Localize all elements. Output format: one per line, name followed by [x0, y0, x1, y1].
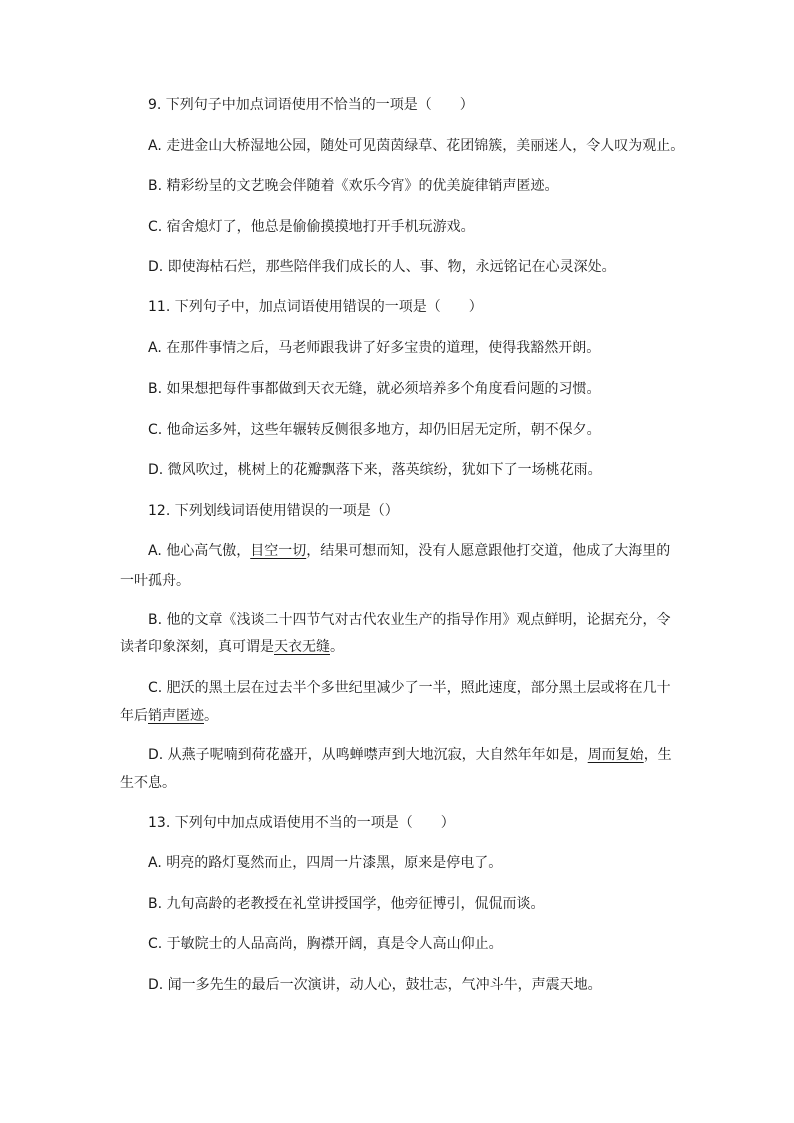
q12-option-c-line2 [120, 706, 218, 726]
q12-option-c-line1: C. 肥沃的黑土层在过去半个多世纪里减少了一半，照此速度，部分黑土层或将在几十 [148, 680, 671, 696]
q13-option-b: B. 九旬高龄的老教授在礼堂讲授国学，他旁征博引，侃侃而谈。 [148, 896, 545, 912]
q12-stem: 12. 下列划线词语使用错误的一项是（） [148, 503, 399, 519]
q12-option-d-text-rest: ，生 [643, 747, 672, 763]
q11-option-c: C. 他命运多舛，这些年辗转反侧很多地方，却仍旧居无定所，朝不保夕。 [148, 422, 601, 438]
q11-stem: 11. 下列句子中，加点词语使用错误的一项是（ ） [148, 299, 483, 315]
q12-option-b-underlined: 天衣无缝 [274, 639, 330, 655]
q12-option-d-text: D. 从燕子呢喃到荷花盛开，从鸣蝉噤声到大地沉寂，大自然年年如是， [148, 747, 588, 763]
q12-option-b-text-rest: 。 [330, 639, 344, 655]
q13-stem: 13. 下列句中加点成语使用不当的一项是（ ） [148, 815, 455, 831]
q9-option-c: C. 宿舍熄灯了，他总是偷偷摸摸地打开手机玩游戏。 [148, 219, 475, 235]
q12-option-a-underlined: 目空一切 [250, 543, 307, 559]
q13-option-a: A. 明亮的路灯戛然而止，四周一片漆黑，原来是停电了。 [148, 855, 503, 871]
q11-option-d: D. 微风吹过，桃树上的花瓣飘落下来，落英缤纷，犹如下了一场桃花雨。 [148, 462, 602, 478]
q12-option-d [148, 745, 672, 765]
q12-option-a-continued: 一叶孤舟。 [120, 573, 190, 589]
q12-option-b-text: 读者印象深刻，真可谓是 [120, 639, 274, 655]
q11-option-b: B. 如果想把每件事都做到天衣无缝，就必须培养多个角度看问题的习惯。 [148, 381, 601, 397]
q12-option-c-text-rest: 。 [204, 708, 218, 724]
q9-option-d: D. 即使海枯石烂，那些陪伴我们成长的人、事、物，永远铭记在心灵深处。 [148, 259, 616, 275]
q12-option-d-continued: 生不息。 [120, 775, 176, 791]
q12-option-d-underlined: 周而复始 [587, 747, 644, 763]
q9-option-a: A. 走进金山大桥湿地公园，随处可见茵茵绿草、花团锦簇，美丽迷人，令人叹为观止。 [148, 138, 685, 154]
q13-option-d: D. 闻一多先生的最后一次演讲，动人心，鼓壮志，气冲斗牛，声震天地。 [148, 977, 602, 993]
q9-option-b: B. 精彩纷呈的文艺晚会伴随着《欢乐今宵》的优美旋律销声匿迹。 [148, 178, 559, 194]
q12-option-a-text: A. 他心高气傲， [148, 543, 251, 559]
q12-option-b-line2 [120, 637, 344, 657]
q9-stem: 9. 下列句子中加点词语使用不恰当的一项是（ ） [148, 97, 474, 113]
q12-option-c-underlined: 销声匿迹 [148, 708, 204, 724]
q12-option-c-text: 年后 [120, 708, 148, 724]
q13-option-c: C. 于敏院士的人品高尚，胸襟开阔，真是令人高山仰止。 [148, 936, 503, 952]
q12-option-a-text-rest: ，结果可想而知，没有人愿意跟他打交道，他成了大海里的 [306, 543, 671, 559]
q12-option-a [148, 541, 670, 561]
q12-option-b-line1: B. 他的文章《浅谈二十四节气对古代农业生产的指导作用》观点鲜明，论据充分，令 [148, 612, 671, 628]
q11-option-a: A. 在那件事情之后，马老师跟我讲了好多宝贵的道理，使得我豁然开朗。 [148, 340, 601, 356]
